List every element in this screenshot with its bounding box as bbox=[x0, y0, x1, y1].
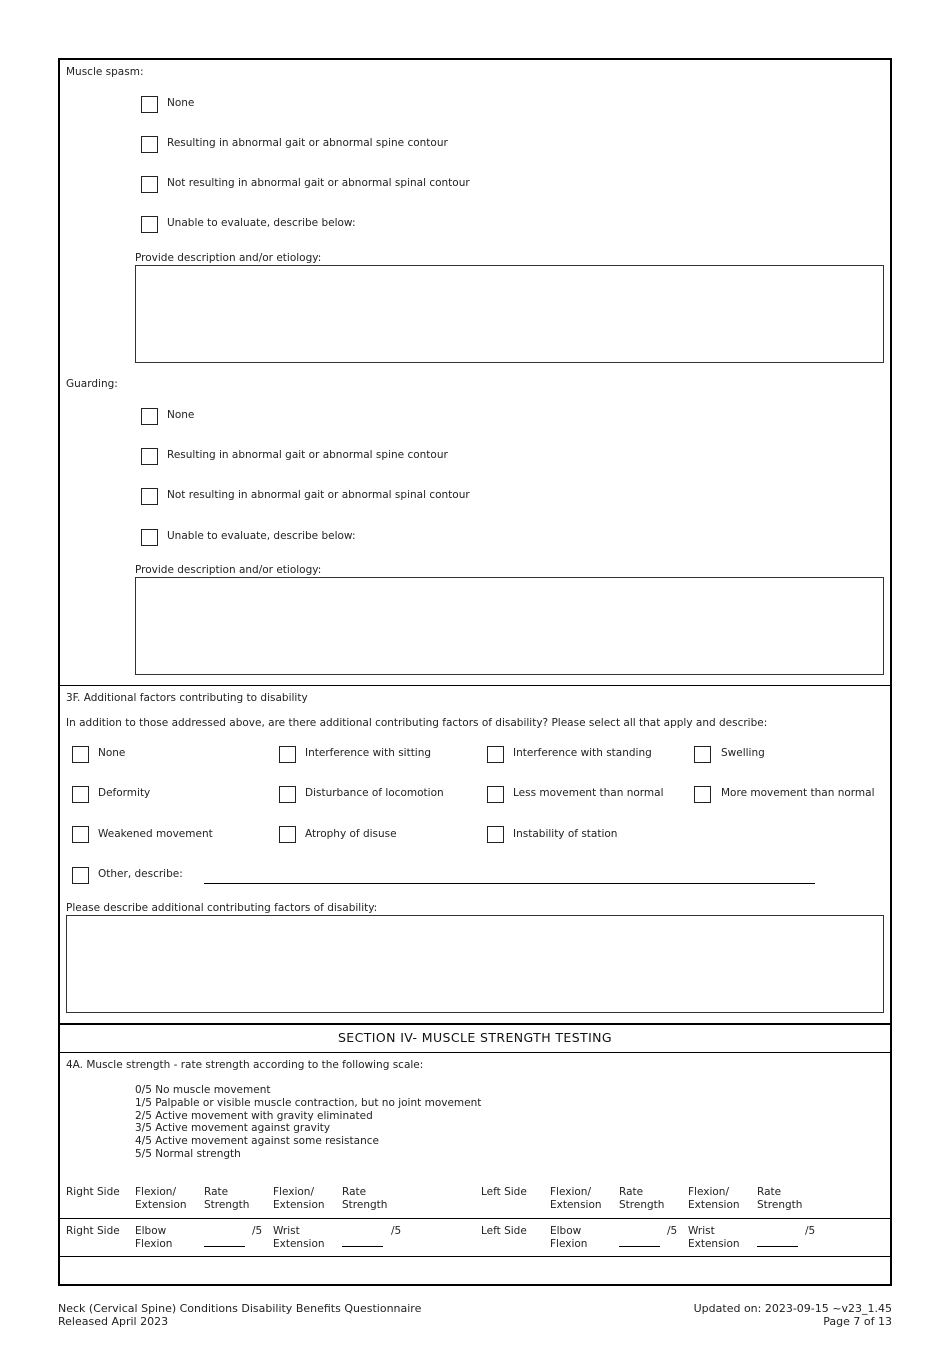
factor-other-label: Other, describe: bbox=[98, 868, 183, 880]
factor-sitting-label: Interference with sitting bbox=[305, 747, 432, 759]
left-wrist-extension-label bbox=[688, 1225, 740, 1251]
factor-weakened-label: Weakened movement bbox=[98, 828, 213, 840]
guarding-unable-label: Unable to evaluate, describe below: bbox=[167, 530, 356, 542]
header-flexion-line2: Extension bbox=[135, 1199, 187, 1211]
guarding-abnormal-label: Resulting in abnormal gait or abnormal spine contour bbox=[167, 449, 448, 461]
section-3f-question: In addition to those addressed above, are there additional contributing factors of disability? Please select all that apply and describe: bbox=[66, 717, 768, 729]
header-flexion-extension bbox=[135, 1186, 187, 1212]
scale-item: 2/5 Active movement with gravity eliminated bbox=[135, 1109, 373, 1122]
guarding-not-abnormal-checkbox[interactable] bbox=[141, 488, 158, 505]
scale-item: 5/5 Normal strength bbox=[135, 1147, 241, 1160]
footer-updated: Updated on: 2023-09-15 ~v23_1.45 bbox=[693, 1302, 892, 1315]
muscle-spasm-description-textarea[interactable] bbox=[135, 265, 884, 363]
divider bbox=[60, 1256, 890, 1257]
muscle-spasm-not-abnormal-label: Not resulting in abnormal gait or abnormal spinal contour bbox=[167, 177, 470, 189]
header-flexion-line2: Extension bbox=[688, 1199, 740, 1211]
factor-atrophy-checkbox[interactable] bbox=[279, 826, 296, 843]
muscle-spasm-abnormal-checkbox[interactable] bbox=[141, 136, 158, 153]
factor-swelling-checkbox[interactable] bbox=[694, 746, 711, 763]
muscle-spasm-none-label: None bbox=[167, 97, 195, 109]
factor-locomotion-label: Disturbance of locomotion bbox=[305, 787, 444, 799]
header-rate-line1: Rate bbox=[342, 1186, 367, 1198]
factor-more-movement-label: More movement than normal bbox=[721, 787, 875, 799]
right-wrist-extension-input[interactable] bbox=[342, 1246, 383, 1247]
muscle-spasm-not-abnormal-checkbox[interactable] bbox=[141, 176, 158, 193]
left-wrist-out-of: /5 bbox=[805, 1225, 816, 1237]
right-wrist-extension-label bbox=[273, 1225, 325, 1251]
footer-released: Released April 2023 bbox=[58, 1315, 169, 1328]
header-rate-strength bbox=[342, 1186, 387, 1212]
divider bbox=[60, 1218, 890, 1219]
muscle-spasm-label: Muscle spasm: bbox=[66, 66, 144, 78]
row-right-side: Right Side bbox=[66, 1225, 120, 1237]
header-rate-line1: Rate bbox=[204, 1186, 229, 1198]
muscle-spasm-abnormal-label: Resulting in abnormal gait or abnormal spine contour bbox=[167, 137, 448, 149]
factor-standing-label: Interference with standing bbox=[513, 747, 652, 759]
header-flexion-line2: Extension bbox=[273, 1199, 325, 1211]
scale-item: 1/5 Palpable or visible muscle contraction, but no joint movement bbox=[135, 1096, 482, 1109]
header-flexion-line1: Flexion/ bbox=[688, 1186, 729, 1198]
footer-page-number: Page 7 of 13 bbox=[823, 1315, 892, 1328]
guarding-not-abnormal-label: Not resulting in abnormal gait or abnormal spinal contour bbox=[167, 489, 470, 501]
header-rate-strength bbox=[757, 1186, 802, 1212]
header-flexion-extension bbox=[550, 1186, 602, 1212]
muscle-spasm-unable-checkbox[interactable] bbox=[141, 216, 158, 233]
describe-factors-label: Please describe additional contributing factors of disability: bbox=[66, 902, 378, 914]
factor-less-movement-checkbox[interactable] bbox=[487, 786, 504, 803]
factor-standing-checkbox[interactable] bbox=[487, 746, 504, 763]
divider bbox=[60, 685, 890, 686]
strength-scale bbox=[135, 1084, 481, 1161]
guarding-none-checkbox[interactable] bbox=[141, 408, 158, 425]
guarding-abnormal-checkbox[interactable] bbox=[141, 448, 158, 465]
wrist-line2: Extension bbox=[688, 1238, 740, 1250]
factor-less-movement-label: Less movement than normal bbox=[513, 787, 664, 799]
footer-left bbox=[58, 1302, 421, 1328]
factor-swelling-label: Swelling bbox=[721, 747, 765, 759]
factor-deformity-checkbox[interactable] bbox=[72, 786, 89, 803]
section-iv-title: SECTION IV- MUSCLE STRENGTH TESTING bbox=[337, 1030, 613, 1045]
factor-sitting-checkbox[interactable] bbox=[279, 746, 296, 763]
factor-atrophy-label: Atrophy of disuse bbox=[305, 828, 397, 840]
scale-item: 4/5 Active movement against some resistance bbox=[135, 1135, 379, 1148]
header-rate-line1: Rate bbox=[757, 1186, 782, 1198]
factor-instability-checkbox[interactable] bbox=[487, 826, 504, 843]
guarding-label: Guarding: bbox=[66, 378, 118, 390]
header-rate-line2: Strength bbox=[619, 1199, 665, 1211]
describe-factors-textarea[interactable] bbox=[66, 915, 884, 1013]
header-rate-strength bbox=[204, 1186, 249, 1212]
factor-none-checkbox[interactable] bbox=[72, 746, 89, 763]
right-elbow-flexion-input[interactable] bbox=[204, 1246, 245, 1247]
header-rate-line2: Strength bbox=[342, 1199, 388, 1211]
elbow-line2: Flexion bbox=[135, 1238, 173, 1250]
muscle-spasm-description-label: Provide description and/or etiology: bbox=[135, 252, 322, 264]
divider bbox=[60, 1052, 890, 1053]
right-elbow-out-of: /5 bbox=[252, 1225, 263, 1237]
row-left-side: Left Side bbox=[481, 1225, 527, 1237]
left-elbow-flexion-input[interactable] bbox=[619, 1246, 660, 1247]
footer-form-title: Neck (Cervical Spine) Conditions Disability Benefits Questionnaire bbox=[58, 1302, 422, 1315]
factor-locomotion-checkbox[interactable] bbox=[279, 786, 296, 803]
guarding-description-label: Provide description and/or etiology: bbox=[135, 564, 322, 576]
guarding-description-textarea[interactable] bbox=[135, 577, 884, 675]
right-elbow-flexion-label bbox=[135, 1225, 172, 1251]
guarding-none-label: None bbox=[167, 409, 195, 421]
factor-weakened-checkbox[interactable] bbox=[72, 826, 89, 843]
guarding-unable-checkbox[interactable] bbox=[141, 529, 158, 546]
header-flexion-extension bbox=[688, 1186, 740, 1212]
scale-item: 0/5 No muscle movement bbox=[135, 1084, 271, 1096]
footer-right bbox=[694, 1302, 892, 1328]
form-frame bbox=[58, 58, 892, 1286]
header-flexion-line1: Flexion/ bbox=[550, 1186, 591, 1198]
factor-none-label: None bbox=[98, 747, 126, 759]
factor-other-input[interactable] bbox=[204, 883, 815, 884]
wrist-line1: Wrist bbox=[688, 1225, 715, 1237]
left-elbow-out-of: /5 bbox=[667, 1225, 678, 1237]
elbow-line1: Elbow bbox=[550, 1225, 582, 1237]
header-rate-strength bbox=[619, 1186, 664, 1212]
divider bbox=[60, 1023, 890, 1025]
factor-more-movement-checkbox[interactable] bbox=[694, 786, 711, 803]
header-flexion-line1: Flexion/ bbox=[273, 1186, 314, 1198]
header-rate-line2: Strength bbox=[757, 1199, 803, 1211]
header-rate-line1: Rate bbox=[619, 1186, 644, 1198]
question-4a: 4A. Muscle strength - rate strength according to the following scale: bbox=[66, 1059, 424, 1071]
wrist-line2: Extension bbox=[273, 1238, 325, 1250]
wrist-line1: Wrist bbox=[273, 1225, 300, 1237]
right-wrist-out-of: /5 bbox=[391, 1225, 402, 1237]
elbow-line2: Flexion bbox=[550, 1238, 588, 1250]
header-right-side: Right Side bbox=[66, 1186, 120, 1198]
elbow-line1: Elbow bbox=[135, 1225, 167, 1237]
factor-deformity-label: Deformity bbox=[98, 787, 151, 799]
header-flexion-line2: Extension bbox=[550, 1199, 602, 1211]
left-elbow-flexion-label bbox=[550, 1225, 587, 1251]
section-3f-title: 3F. Additional factors contributing to disability bbox=[66, 692, 308, 704]
header-flexion-extension bbox=[273, 1186, 325, 1212]
header-flexion-line1: Flexion/ bbox=[135, 1186, 176, 1198]
muscle-spasm-unable-label: Unable to evaluate, describe below: bbox=[167, 217, 356, 229]
factor-other-checkbox[interactable] bbox=[72, 867, 89, 884]
header-rate-line2: Strength bbox=[204, 1199, 250, 1211]
scale-item: 3/5 Active movement against gravity bbox=[135, 1122, 331, 1135]
left-wrist-extension-input[interactable] bbox=[757, 1246, 798, 1247]
header-left-side: Left Side bbox=[481, 1186, 527, 1198]
factor-instability-label: Instability of station bbox=[513, 828, 618, 840]
muscle-spasm-none-checkbox[interactable] bbox=[141, 96, 158, 113]
